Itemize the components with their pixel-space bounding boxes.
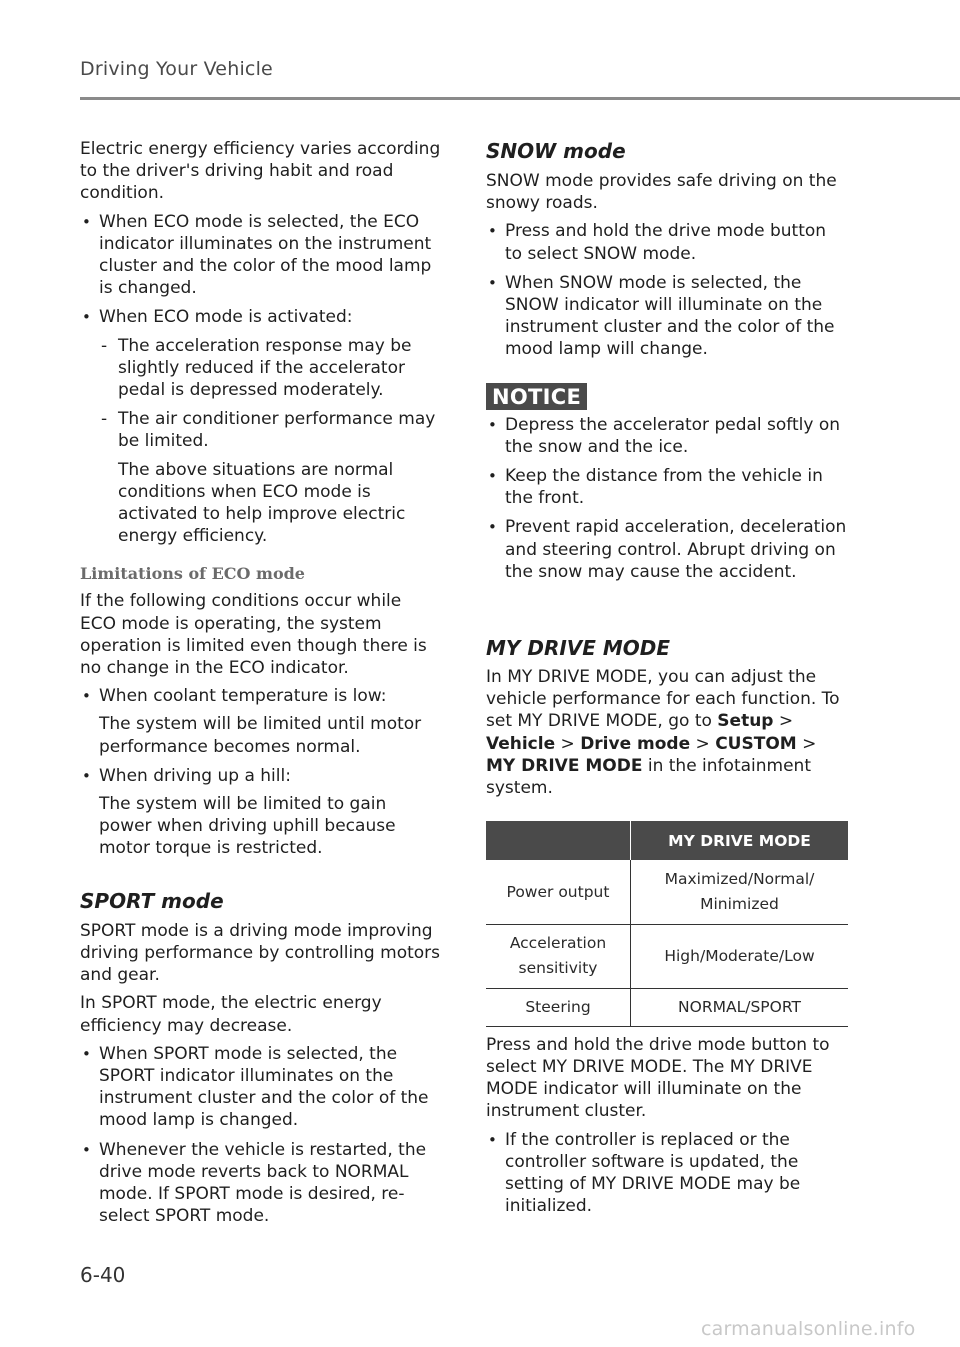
sport-heading: SPORT mode xyxy=(80,888,224,913)
sport-bullet-item xyxy=(80,1043,442,1132)
notice-badge: NOTICE xyxy=(486,383,587,410)
mdm-list xyxy=(486,1129,848,1218)
mdm-path-separator: > xyxy=(773,711,794,732)
limit-label: When driving up a hill: xyxy=(99,765,291,786)
eco-dash-list xyxy=(99,335,442,548)
limit-text: The system will be limited until motor performance becomes normal. xyxy=(99,714,422,757)
limits-heading: Limitations of ECO mode xyxy=(80,564,305,584)
mdm-path-separator: > xyxy=(555,733,581,754)
mdm-bullet-item xyxy=(486,1129,848,1218)
notice-text: Prevent rapid acceleration, deceleration and steering control. Abrupt driving on the snow may cause the accident. xyxy=(505,517,847,582)
eco-dash-item xyxy=(99,335,442,402)
watermark: carmanualsonline.info xyxy=(701,1318,916,1340)
table-cell-value: High/Moderate/Low xyxy=(631,924,849,988)
table-cell-value: Maximized/Normal/ Minimized xyxy=(631,860,849,924)
sport-list xyxy=(80,1043,442,1228)
header-rule xyxy=(80,97,960,100)
eco-bullet-text: When ECO mode is selected, the ECO indicator illuminates on the instrument cluster and the color of the mood lamp is changed. xyxy=(99,211,432,299)
limits-intro: If the following conditions occur while ECO mode is operating, the system operation is limited even though there is no change in the ECO indicator. xyxy=(80,591,427,679)
notice-text: Depress the accelerator pedal softly on the snow and the ice. xyxy=(505,414,841,457)
snow-list xyxy=(486,220,848,360)
header-title: Driving Your Vehicle xyxy=(80,58,273,80)
snow-bullet-item xyxy=(486,220,848,264)
snow-heading: SNOW mode xyxy=(486,139,626,163)
my-drive-mode-paragraph xyxy=(486,666,848,799)
eco-dash-text: The acceleration response may be slightly reduced if the accelerator pedal is depressed moderately. xyxy=(118,335,412,401)
mdm-text-end: in the infotainment system. xyxy=(486,755,811,799)
notice-list xyxy=(486,414,848,583)
mdm-path-drive-mode: Drive mode xyxy=(580,733,691,754)
my-drive-mode-table xyxy=(486,821,848,1027)
mdm-text: In MY DRIVE MODE, you can adjust the vehicle performance for each function. To set MY DRIVE MODE, go to xyxy=(486,667,840,732)
left-column xyxy=(80,138,442,1234)
limit-label: When coolant temperature is low: xyxy=(99,686,387,707)
mdm-path-custom: CUSTOM xyxy=(715,733,797,754)
table-cell-label: Steering xyxy=(486,988,631,1026)
table-header-blank xyxy=(486,821,631,860)
sport-paragraph-1: SPORT mode is a driving mode improving driving performance by controlling motors and gear. xyxy=(80,920,441,986)
limits-list xyxy=(80,685,442,859)
sport-bullet-text: When SPORT mode is selected, the SPORT indicator illuminates on the instrument cluster and the color of the mood lamp is changed. xyxy=(99,1043,429,1131)
mdm-path-target: MY DRIVE MODE xyxy=(486,755,643,776)
limit-item xyxy=(80,765,442,860)
limit-item xyxy=(80,685,442,758)
mdm-path-separator: > xyxy=(796,733,817,754)
notice-item xyxy=(486,465,848,509)
snow-bullet-text: Press and hold the drive mode button to select SNOW mode. xyxy=(505,221,827,264)
table-row xyxy=(486,860,848,924)
snow-paragraph: SNOW mode provides safe driving on the snowy roads. xyxy=(486,171,837,214)
table-cell-label: Acceleration sensitivity xyxy=(486,924,631,988)
intro-paragraph: Electric energy efficiency varies according to the driver's driving habit and road condition. xyxy=(80,139,441,204)
table-header-row xyxy=(486,821,848,860)
snow-bullet-text: When SNOW mode is selected, the SNOW indicator will illuminate on the instrument cluster and the color of the mood lamp will change. xyxy=(505,272,835,360)
my-drive-mode-heading: MY DRIVE MODE xyxy=(486,636,671,661)
table-cell-value: NORMAL/SPORT xyxy=(631,988,849,1026)
sport-bullet-item xyxy=(80,1139,442,1228)
eco-bullet-text: When ECO mode is activated: xyxy=(99,307,353,328)
snow-bullet-item xyxy=(486,272,848,361)
sport-paragraph-2: In SPORT mode, the electric energy efficiency may decrease. xyxy=(80,993,382,1036)
eco-dash-text: The air conditioner performance may be limited. xyxy=(118,409,436,452)
notice-block xyxy=(486,383,848,410)
eco-note: The above situations are normal conditions when ECO mode is activated to help improve electric energy efficiency. xyxy=(118,459,406,547)
sport-bullet-text: Whenever the vehicle is restarted, the drive mode reverts back to NORMAL mode. If SPORT mode is desired, re-select SPORT mode. xyxy=(99,1139,427,1227)
mdm-path-separator: > xyxy=(690,733,716,754)
eco-dash-item xyxy=(99,408,442,547)
mdm-path-vehicle: Vehicle xyxy=(486,733,556,754)
notice-item xyxy=(486,414,848,458)
table-row xyxy=(486,924,848,988)
eco-bullet-item xyxy=(80,211,442,300)
table-cell-label: Power output xyxy=(486,860,631,924)
notice-text: Keep the distance from the vehicle in the front. xyxy=(505,466,823,509)
my-drive-mode-after: Press and hold the drive mode button to select MY DRIVE MODE. The MY DRIVE MODE indicator will illuminate on the instrument cluster. xyxy=(486,1034,830,1122)
eco-bullet-list xyxy=(80,211,442,548)
limit-text: The system will be limited to gain power when driving uphill because motor torque is restricted. xyxy=(99,794,396,859)
mdm-path-setup: Setup xyxy=(717,711,774,732)
notice-item xyxy=(486,516,848,583)
table-row xyxy=(486,988,848,1026)
table-header-cell: MY DRIVE MODE xyxy=(631,821,849,860)
eco-bullet-item xyxy=(80,306,442,547)
mdm-bullet-text: If the controller is replaced or the controller software is updated, the setting of MY DRIVE MODE may be initialized. xyxy=(505,1129,801,1217)
right-column xyxy=(486,138,848,1224)
page-number: 6-40 xyxy=(80,1263,126,1287)
